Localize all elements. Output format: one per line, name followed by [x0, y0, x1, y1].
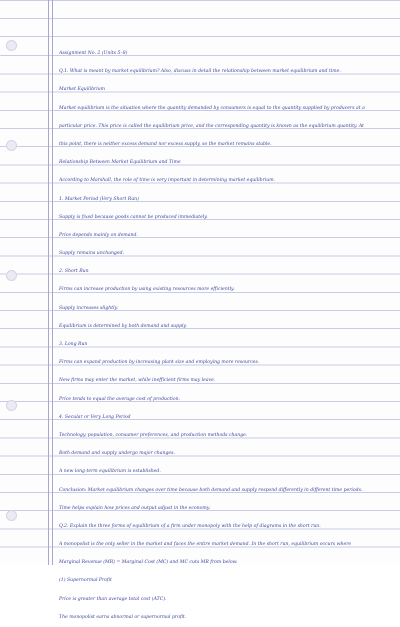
text-line: Q.2. Explain the three forms of equilibrium of a firm under monopoly with the help of diagrams in the short run. — [59, 523, 321, 529]
handwritten-text — [59, 45, 394, 627]
text-line: Market Equilibrium — [59, 87, 106, 93]
text-line: A monopolist is the only seller in the market and faces the entire market demand. In the short run, equilibrium occurs where — [59, 542, 352, 548]
margin-line — [48, 0, 49, 565]
text-line: New firms may enter the market, while inefficient firms may leave. — [59, 378, 216, 384]
text-line: 3. Long Run — [59, 342, 88, 347]
text-line: A new long-term equilibrium is established. — [59, 469, 161, 475]
text-line: According to Marshall, the role of time is very important in determining market equilibrium. — [59, 178, 276, 184]
text-line: this point, there is neither excess demand nor excess supply, so the market remains stable. — [59, 141, 272, 147]
text-line: 4. Secular or Very Long Period — [59, 414, 131, 420]
text-line: Assignment No. 2 (Units 5–8) — [59, 51, 128, 56]
text-line: Both demand and supply undergo major changes. — [59, 451, 175, 457]
text-line: 1. Market Period (Very Short Run) — [59, 196, 139, 202]
margin-line — [52, 0, 53, 565]
text-line: Conclusion: Market equilibrium changes over time because both demand and supply respond differently in different time periods. — [59, 487, 363, 493]
text-line: Price depends mainly on demand. — [59, 232, 138, 238]
binder-hole-icon — [6, 140, 17, 151]
binder-hole-icon — [6, 510, 17, 521]
binder-hole-icon — [6, 270, 17, 281]
text-line: Firms can increase production by using existing resources more efficiently. — [59, 287, 235, 293]
text-line: Time helps explain how prices and output adjust in the economy. — [59, 505, 211, 511]
text-line: Supply is fixed because goods cannot be produced immediately. — [59, 214, 208, 220]
text-line: Market equilibrium is the situation where the quantity demanded by consumers is equal to the quantity supplied by producers at a — [59, 105, 365, 111]
text-line: Supply remains unchanged. — [59, 251, 124, 257]
text-line: Price is greater than average total cost (ATC). — [59, 596, 167, 602]
text-line: (1) Supernormal Profit — [59, 578, 112, 584]
text-line: Equilibrium is determined by both demand and supply. — [59, 323, 187, 329]
binder-hole-icon — [6, 400, 17, 411]
text-line: Marginal Revenue (MR) = Marginal Cost (MC) and MC cuts MR from below. — [59, 560, 238, 566]
binder-holes — [6, 0, 20, 565]
binder-hole-icon — [6, 40, 17, 51]
text-line: Firms can expand production by increasing plant size and employing more resources. — [59, 360, 260, 366]
text-line: Technology, population, consumer preferences, and production methods change. — [59, 432, 248, 438]
text-line: 2. Short Run — [59, 269, 89, 275]
text-line: The monopolist earns abnormal or supernormal profit. — [59, 614, 187, 620]
text-line: Relationship Between Market Equilibrium and Time — [59, 160, 181, 166]
text-line: particular price. This price is called the equilibrium price, and the corresponding quantity is known as the equilibrium quantity. At — [59, 123, 364, 129]
text-line: Price tends to equal the average cost of production. — [59, 396, 181, 402]
text-line: Q.1. What is meant by market equilibrium? Also, discuss in detail the relationship between market equilibrium and time. — [59, 69, 341, 75]
text-line: Supply increases slightly. — [59, 305, 119, 311]
